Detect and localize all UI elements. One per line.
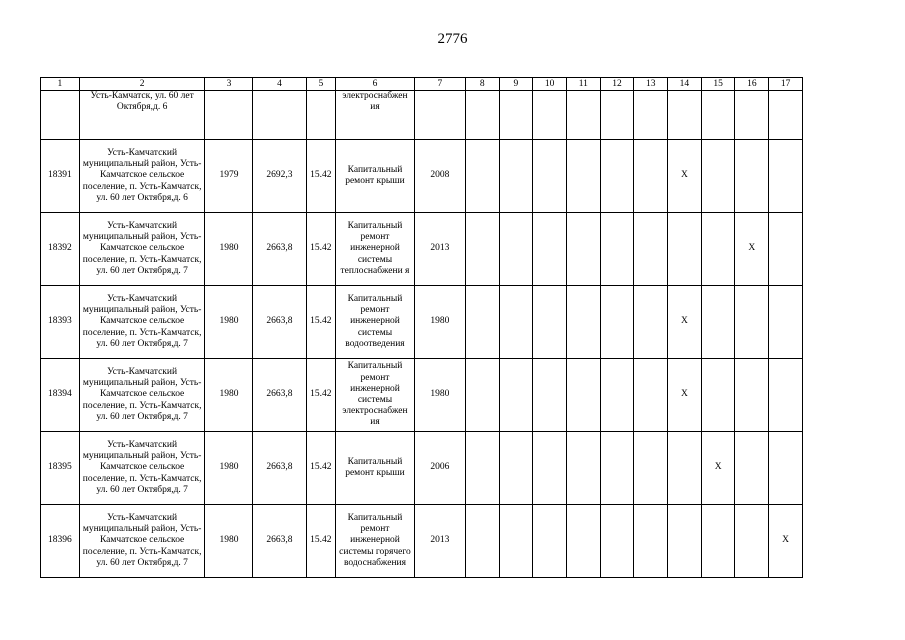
column-header: 5 <box>306 78 336 91</box>
cell-mark <box>769 91 803 140</box>
cell-mark <box>769 140 803 213</box>
cell-mark <box>499 140 533 213</box>
column-header: 3 <box>205 78 253 91</box>
cell-mark <box>465 91 499 140</box>
cell-code: 15.42 <box>306 213 336 286</box>
table-row <box>41 213 803 286</box>
table-body <box>41 78 803 578</box>
cell-work: Капитальный ремонт инженерной системы электроснабжен ия <box>336 359 415 432</box>
cell-mark <box>533 505 567 578</box>
column-header: 13 <box>634 78 668 91</box>
column-header: 10 <box>533 78 567 91</box>
cell-mark <box>566 213 600 286</box>
cell-mark: X <box>769 505 803 578</box>
column-header: 8 <box>465 78 499 91</box>
cell-address: Усть-Камчатский муниципальный район, Усть-Камчатское сельское поселение, п. Усть-Камчатск, ул. 60 лет Октября,д. 7 <box>79 505 205 578</box>
cell-area: 2663,8 <box>253 359 306 432</box>
cell-mark <box>600 213 634 286</box>
cell-mark <box>566 91 600 140</box>
cell-mark <box>769 213 803 286</box>
cell-mark <box>533 213 567 286</box>
cell-mark <box>735 359 769 432</box>
cell-mark <box>634 213 668 286</box>
cell-mark <box>499 505 533 578</box>
cell-address: Усть-Камчатский муниципальный район, Усть-Камчатское сельское поселение, п. Усть-Камчатск, ул. 60 лет Октября,д. 7 <box>79 213 205 286</box>
cell-mark <box>668 432 702 505</box>
cell-mark <box>701 213 735 286</box>
cell-mark <box>533 432 567 505</box>
cell-id: 18392 <box>41 213 80 286</box>
cell-mark <box>735 140 769 213</box>
column-header: 11 <box>566 78 600 91</box>
cell-mark <box>600 505 634 578</box>
cell-mark <box>600 286 634 359</box>
cell-mark <box>634 359 668 432</box>
cell-mark <box>566 432 600 505</box>
cell-area: 2663,8 <box>253 286 306 359</box>
cell-id: 18394 <box>41 359 80 432</box>
cell-year: 1980 <box>205 286 253 359</box>
cell-work: электроснабжен ия <box>336 91 415 140</box>
cell-mark <box>499 286 533 359</box>
cell-mark <box>533 359 567 432</box>
cell-year: 1980 <box>205 359 253 432</box>
cell-address: Усть-Камчатск, ул. 60 лет Октября,д. 6 <box>79 91 205 140</box>
column-header: 17 <box>769 78 803 91</box>
repair-schedule-table <box>40 77 803 578</box>
cell-work-year: 2008 <box>414 140 465 213</box>
column-header: 7 <box>414 78 465 91</box>
cell-mark <box>600 91 634 140</box>
cell-id: 18396 <box>41 505 80 578</box>
cell-mark <box>533 286 567 359</box>
cell-id: 18393 <box>41 286 80 359</box>
column-header: 15 <box>701 78 735 91</box>
cell-mark: X <box>668 359 702 432</box>
table-row <box>41 286 803 359</box>
page-number: 2776 <box>437 31 468 47</box>
cell-mark <box>566 140 600 213</box>
cell-mark: X <box>701 432 735 505</box>
cell-mark <box>634 505 668 578</box>
cell-year: 1980 <box>205 432 253 505</box>
cell-work-year: 1980 <box>414 286 465 359</box>
cell-mark <box>701 286 735 359</box>
cell-code: 15.42 <box>306 359 336 432</box>
table-row <box>41 140 803 213</box>
cell-mark <box>634 140 668 213</box>
column-header: 1 <box>41 78 80 91</box>
cell-mark <box>465 213 499 286</box>
cell-mark <box>465 140 499 213</box>
cell-area: 2663,8 <box>253 505 306 578</box>
cell-work-year: 2013 <box>414 213 465 286</box>
cell-work: Капитальный ремонт крыши <box>336 140 415 213</box>
column-header: 16 <box>735 78 769 91</box>
column-header: 6 <box>336 78 415 91</box>
cell-code: 15.42 <box>306 286 336 359</box>
cell-mark <box>701 91 735 140</box>
cell-area: 2663,8 <box>253 213 306 286</box>
cell-mark <box>533 91 567 140</box>
cell-mark <box>499 359 533 432</box>
cell-area: 2663,8 <box>253 432 306 505</box>
column-header: 14 <box>668 78 702 91</box>
cell-mark <box>634 432 668 505</box>
cell-mark <box>465 432 499 505</box>
cell-mark <box>465 286 499 359</box>
cell-mark <box>566 286 600 359</box>
column-header: 12 <box>600 78 634 91</box>
cell-mark <box>600 432 634 505</box>
cell-year: 1980 <box>205 505 253 578</box>
cell-work-year: 2006 <box>414 432 465 505</box>
cell-mark <box>668 213 702 286</box>
cell-mark <box>600 359 634 432</box>
cell-mark <box>735 432 769 505</box>
cell-work: Капитальный ремонт инженерной системы горячего водоснабжения <box>336 505 415 578</box>
cell-mark <box>701 359 735 432</box>
cell-work-year: 2013 <box>414 505 465 578</box>
cell-mark <box>566 505 600 578</box>
cell-mark <box>769 359 803 432</box>
header-row <box>41 78 803 91</box>
cell-code <box>306 91 336 140</box>
cell-mark <box>701 505 735 578</box>
cell-mark <box>668 91 702 140</box>
cell-work: Капитальный ремонт крыши <box>336 432 415 505</box>
cell-address: Усть-Камчатский муниципальный район, Усть-Камчатское сельское поселение, п. Усть-Камчатск, ул. 60 лет Октября,д. 7 <box>79 432 205 505</box>
cell-mark <box>533 140 567 213</box>
cell-area <box>253 91 306 140</box>
cell-work: Капитальный ремонт инженерной системы водоотведения <box>336 286 415 359</box>
cell-mark <box>465 359 499 432</box>
cell-mark <box>769 432 803 505</box>
cell-code: 15.42 <box>306 140 336 213</box>
cell-address: Усть-Камчатский муниципальный район, Усть-Камчатское сельское поселение, п. Усть-Камчатск, ул. 60 лет Октября,д. 7 <box>79 359 205 432</box>
cell-mark <box>634 91 668 140</box>
cell-mark <box>735 91 769 140</box>
table-row <box>41 505 803 578</box>
table-row <box>41 432 803 505</box>
cell-year: 1980 <box>205 213 253 286</box>
cell-work: Капитальный ремонт инженерной системы теплоснабжени я <box>336 213 415 286</box>
cell-year: 1979 <box>205 140 253 213</box>
cell-id <box>41 91 80 140</box>
cell-mark <box>566 359 600 432</box>
cell-address: Усть-Камчатский муниципальный район, Усть-Камчатское сельское поселение, п. Усть-Камчатск, ул. 60 лет Октября,д. 7 <box>79 286 205 359</box>
cell-mark <box>465 505 499 578</box>
cell-mark: X <box>668 140 702 213</box>
cell-id: 18395 <box>41 432 80 505</box>
cell-mark <box>735 286 769 359</box>
column-header: 4 <box>253 78 306 91</box>
cell-id: 18391 <box>41 140 80 213</box>
cell-address: Усть-Камчатский муниципальный район, Усть-Камчатское сельское поселение, п. Усть-Камчатск, ул. 60 лет Октября,д. 6 <box>79 140 205 213</box>
cell-year <box>205 91 253 140</box>
cell-mark <box>600 140 634 213</box>
cell-area: 2692,3 <box>253 140 306 213</box>
cell-mark <box>735 505 769 578</box>
cell-work-year: 1980 <box>414 359 465 432</box>
cell-mark <box>701 140 735 213</box>
cell-mark <box>499 213 533 286</box>
column-header: 9 <box>499 78 533 91</box>
cell-mark <box>634 286 668 359</box>
cell-mark <box>668 505 702 578</box>
table-row <box>41 359 803 432</box>
cell-mark <box>499 432 533 505</box>
cell-mark: X <box>735 213 769 286</box>
table-row <box>41 91 803 140</box>
cell-mark <box>499 91 533 140</box>
cell-code: 15.42 <box>306 432 336 505</box>
column-header: 2 <box>79 78 205 91</box>
cell-code: 15.42 <box>306 505 336 578</box>
cell-mark <box>769 286 803 359</box>
cell-mark: X <box>668 286 702 359</box>
cell-work-year <box>414 91 465 140</box>
